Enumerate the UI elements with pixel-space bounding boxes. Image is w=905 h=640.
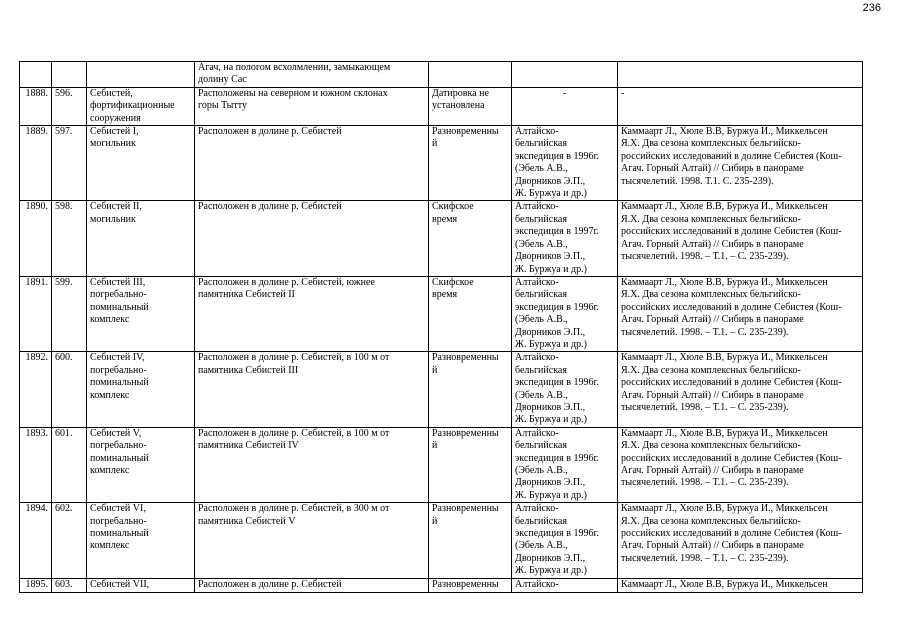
cell-researchers <box>512 427 618 502</box>
cell-id: 1892. <box>20 352 52 427</box>
cell-id: 1890. <box>20 201 52 276</box>
cell-location-line: Расположен в долине р. Себистей, в 100 м от <box>198 427 390 439</box>
cell-researchers-line: Ж. Буржуа и др.) <box>515 188 587 200</box>
table-row <box>20 276 863 351</box>
cell-researchers-line: бельгийская <box>515 440 567 452</box>
table-row <box>20 352 863 427</box>
table-row <box>20 87 863 125</box>
cell-name-line: комплекс <box>90 540 130 552</box>
cell-id: 1895. <box>20 578 52 592</box>
cell-literature-line: российских исследований в долине Себистея (Кош- <box>621 226 842 238</box>
cell-name-line: сооружения <box>90 112 141 124</box>
cell-literature <box>618 503 863 578</box>
cell-period-line: установлена <box>432 100 485 112</box>
table-row <box>20 578 863 592</box>
cell-period <box>429 352 512 427</box>
cell-researchers <box>512 201 618 276</box>
cell-location <box>195 427 429 502</box>
cell-name-line: Себистей II, <box>90 201 142 213</box>
cell-period-line: й <box>432 440 438 452</box>
cell-name-line: комплекс <box>90 465 130 476</box>
cell-name <box>87 352 195 427</box>
cell-literature-line: тысячелетий. 1998. – Т.1. – С. 235-239). <box>621 251 789 263</box>
cell-researchers-line: Алтайско- <box>515 578 559 590</box>
cell-id: 1893. <box>20 427 52 502</box>
cell-location <box>195 276 429 351</box>
cell-researchers-line: экспедиция в 1996г. <box>515 452 599 464</box>
monuments-table <box>19 61 863 593</box>
cell-researchers-line: Алтайско- <box>515 427 559 439</box>
cell-period <box>429 87 512 125</box>
cell-location <box>195 87 429 125</box>
cell-local-id: 601. <box>52 427 87 502</box>
cell-researchers-line: (Эбель А.В., <box>515 389 568 401</box>
cell-literature <box>618 578 863 592</box>
table-row <box>20 427 863 502</box>
cell-name <box>87 87 195 125</box>
cell-period-line: время <box>432 213 458 225</box>
cell-location-line: Агач, на пологом всхолмлении, замыкающем <box>198 62 391 73</box>
cell-location-line: Расположен в долине р. Себистей <box>198 201 342 213</box>
cell-researchers-line: (Эбель А.В., <box>515 163 568 175</box>
cell-name <box>87 201 195 276</box>
cell-researchers-line: Дворников Э.П., <box>515 326 586 338</box>
cell-location-line: памятника Себистей III <box>198 364 299 376</box>
cell-literature-line: Каммаарт Л., Хюле В.В, Буржуа И., Миккельсен <box>621 503 828 515</box>
cell-literature <box>618 427 863 502</box>
cell-name-line: могильник <box>90 213 136 225</box>
cell-period-line: й <box>432 515 438 527</box>
cell-local-id <box>52 62 87 88</box>
cell-researchers-line: экспедиция в 1996г. <box>515 150 599 162</box>
cell-location-line: памятника Себистей V <box>198 515 296 527</box>
cell-id <box>20 62 52 88</box>
cell-researchers-line: бельгийская <box>515 138 567 150</box>
cell-researchers-line: (Эбель А.В., <box>515 314 568 326</box>
cell-id: 1889. <box>20 126 52 201</box>
cell-literature-line: российских исследований в долине Себистея (Кош- <box>621 528 842 540</box>
cell-literature-line: Агач. Горный Алтай) // Сибирь в панораме <box>621 540 804 552</box>
cell-researchers-line: Ж. Буржуа и др.) <box>515 565 587 577</box>
cell-researchers <box>512 276 618 351</box>
cell-literature-line: Агач. Горный Алтай) // Сибирь в панораме <box>621 238 804 250</box>
cell-researchers-line: бельгийская <box>515 364 567 376</box>
cell-researchers-line: Ж. Буржуа и др.) <box>515 338 587 350</box>
cell-local-id: 598. <box>52 201 87 276</box>
cell-location <box>195 201 429 276</box>
cell-period <box>429 276 512 351</box>
cell-name-line: Себистей VII, <box>90 578 150 590</box>
cell-literature-line: тысячелетий. 1998. – Т.1. – С. 235-239). <box>621 326 789 338</box>
cell-name-line: погребально- <box>90 515 147 527</box>
cell-location-line: Расположен в долине р. Себистей <box>198 126 342 138</box>
cell-local-id: 603. <box>52 578 87 592</box>
cell-period-line: Разновременны <box>432 352 499 364</box>
cell-researchers-line: Алтайско- <box>515 201 559 213</box>
page-number: 236 <box>862 2 881 14</box>
cell-literature <box>618 62 863 88</box>
cell-period-line: Разновременны <box>432 126 499 138</box>
cell-literature-line: тысячелетий. 1998. Т.1. С. 235-239). <box>621 175 774 187</box>
cell-period-line: й <box>432 364 438 376</box>
cell-researchers-line: Ж. Буржуа и др.) <box>515 489 587 501</box>
cell-researchers-line: экспедиция в 1996г. <box>515 377 599 389</box>
cell-name-line: комплекс <box>90 389 130 401</box>
cell-period-line: Скифское <box>432 201 474 213</box>
cell-literature-line: Каммаарт Л., Хюле В.В, Буржуа И., Миккельсен <box>621 578 828 590</box>
cell-literature <box>618 201 863 276</box>
cell-researchers-line: бельгийская <box>515 213 567 225</box>
cell-researchers-line: экспедиция в 1997г. <box>515 226 599 238</box>
cell-literature-line: Я.Х. Два сезона комплексных бельгийско- <box>621 364 801 376</box>
cell-researchers-line: Дворников Э.П., <box>515 251 586 263</box>
cell-literature-line: российских исследований в долине Себистея (Кош- <box>621 377 842 389</box>
cell-literature <box>618 87 863 125</box>
cell-period-line: й <box>432 138 438 150</box>
cell-name <box>87 276 195 351</box>
cell-literature-line: тысячелетий. 1998. – Т.1. – С. 235-239). <box>621 401 789 413</box>
cell-location <box>195 578 429 592</box>
cell-local-id: 597. <box>52 126 87 201</box>
cell-local-id: 596. <box>52 87 87 125</box>
table-row <box>20 201 863 276</box>
cell-location-line: Расположен в долине р. Себистей, в 100 м от <box>198 352 390 364</box>
cell-period-line: Разновременны <box>432 578 499 590</box>
cell-researchers-line: Алтайско- <box>515 126 559 138</box>
cell-name-line: поминальный <box>90 528 149 540</box>
cell-researchers-line: - <box>562 87 567 99</box>
cell-location-line: горы Тытту <box>198 100 248 112</box>
cell-name-line: погребально- <box>90 440 147 452</box>
cell-period-line: Скифское <box>432 276 474 288</box>
cell-researchers-line: Дворников Э.П., <box>515 477 586 489</box>
cell-location <box>195 126 429 201</box>
cell-name <box>87 126 195 201</box>
cell-name-line: Себистей, <box>90 87 133 99</box>
cell-literature-line: Каммаарт Л., Хюле В.В, Буржуа И., Миккельсен <box>621 201 828 213</box>
cell-name <box>87 427 195 502</box>
cell-period-line: Разновременны <box>432 427 499 439</box>
cell-literature-line: - <box>621 87 625 99</box>
cell-period <box>429 427 512 502</box>
cell-period <box>429 503 512 578</box>
cell-location-line: Расположен в долине р. Себистей, южнее <box>198 276 375 288</box>
cell-researchers <box>512 87 618 125</box>
cell-researchers-line: Дворников Э.П., <box>515 401 586 413</box>
cell-researchers <box>512 352 618 427</box>
cell-literature-line: Агач. Горный Алтай) // Сибирь в панораме <box>621 314 804 326</box>
cell-literature-line: Каммаарт Л., Хюле В.В, Буржуа И., Миккельсен <box>621 126 828 138</box>
cell-name-line: погребально- <box>90 364 147 376</box>
cell-name-line: Себистей IV, <box>90 352 145 364</box>
cell-id: 1888. <box>20 87 52 125</box>
cell-name-line: Себистей VI, <box>90 503 146 515</box>
cell-location <box>195 503 429 578</box>
table-row-continuation <box>20 62 863 88</box>
cell-local-id: 599. <box>52 276 87 351</box>
cell-literature-line: Агач. Горный Алтай) // Сибирь в панораме <box>621 389 804 401</box>
cell-researchers-line: (Эбель А.В., <box>515 238 568 250</box>
cell-literature <box>618 352 863 427</box>
cell-id: 1891. <box>20 276 52 351</box>
cell-literature-line: Я.Х. Два сезона комплексных бельгийско- <box>621 289 801 301</box>
cell-researchers-line: Дворников Э.П., <box>515 552 586 564</box>
cell-location-line: памятника Себистей II <box>198 289 295 301</box>
cell-name-line: поминальный <box>90 452 149 464</box>
cell-name-line: погребально- <box>90 289 147 301</box>
cell-researchers <box>512 62 618 88</box>
cell-name-line: могильник <box>90 138 136 150</box>
cell-name-line: поминальный <box>90 377 149 389</box>
cell-name-line: фортификационные <box>90 100 175 112</box>
cell-researchers-line: Алтайско- <box>515 503 559 515</box>
cell-literature-line: российских исследований в долине Себистея (Кош- <box>621 150 842 162</box>
cell-literature <box>618 126 863 201</box>
cell-literature-line: российских исследований в долине Себистея (Кош- <box>621 301 842 313</box>
cell-literature-line: Каммаарт Л., Хюле В.В, Буржуа И., Миккельсен <box>621 276 828 288</box>
cell-name-line: Себистей III, <box>90 276 146 288</box>
cell-literature-line: Каммаарт Л., Хюле В.В, Буржуа И., Миккельсен <box>621 352 828 364</box>
cell-literature-line: Я.Х. Два сезона комплексных бельгийско- <box>621 515 801 527</box>
cell-researchers-line: бельгийская <box>515 289 567 301</box>
cell-local-id: 600. <box>52 352 87 427</box>
cell-researchers-line: (Эбель А.В., <box>515 540 568 552</box>
cell-period <box>429 62 512 88</box>
cell-literature-line: Я.Х. Два сезона комплексных бельгийско- <box>621 440 801 452</box>
cell-name-line: комплекс <box>90 314 130 326</box>
table-row <box>20 126 863 201</box>
cell-period-line: Датировка не <box>432 87 489 99</box>
cell-literature-line: российских исследований в долине Себистея (Кош- <box>621 452 842 464</box>
cell-literature-line: Я.Х. Два сезона комплексных бельгийско- <box>621 213 801 225</box>
cell-researchers-line: экспедиция в 1996г. <box>515 528 599 540</box>
cell-researchers-line: (Эбель А.В., <box>515 465 568 476</box>
cell-id: 1894. <box>20 503 52 578</box>
cell-literature-line: Агач. Горный Алтай) // Сибирь в панораме <box>621 163 804 175</box>
cell-literature-line: Агач. Горный Алтай) // Сибирь в панораме <box>621 465 804 476</box>
cell-researchers-line: экспедиция в 1996г. <box>515 301 599 313</box>
cell-researchers-line: Дворников Э.П., <box>515 175 586 187</box>
cell-literature <box>618 276 863 351</box>
cell-literature-line: Каммаарт Л., Хюле В.В, Буржуа И., Миккельсен <box>621 427 828 439</box>
cell-period-line: время <box>432 289 458 301</box>
cell-researchers <box>512 503 618 578</box>
cell-location-line: долину Сас <box>198 74 247 86</box>
cell-period <box>429 578 512 592</box>
cell-researchers-line: Ж. Буржуа и др.) <box>515 263 587 275</box>
cell-location-line: Расположены на северном и южном склонах <box>198 87 388 99</box>
cell-location-line: Расположен в долине р. Себистей <box>198 578 342 590</box>
cell-researchers-line: бельгийская <box>515 515 567 527</box>
cell-name <box>87 503 195 578</box>
cell-researchers-line: Алтайско- <box>515 352 559 364</box>
cell-period <box>429 126 512 201</box>
cell-location <box>195 62 429 88</box>
cell-researchers <box>512 578 618 592</box>
table-body <box>20 62 863 593</box>
cell-literature-line: тысячелетий. 1998. – Т.1. – С. 235-239). <box>621 552 789 564</box>
cell-name-line: Себистей V, <box>90 427 142 439</box>
cell-name <box>87 578 195 592</box>
cell-researchers <box>512 126 618 201</box>
cell-name-line: поминальный <box>90 301 149 313</box>
table-row <box>20 503 863 578</box>
cell-literature-line: тысячелетий. 1998. – Т.1. – С. 235-239). <box>621 477 789 489</box>
cell-period <box>429 201 512 276</box>
cell-location <box>195 352 429 427</box>
cell-name-line: Себистей I, <box>90 126 139 138</box>
cell-researchers-line: Алтайско- <box>515 276 559 288</box>
cell-location-line: памятника Себистей IV <box>198 440 299 452</box>
cell-literature-line: Я.Х. Два сезона комплексных бельгийско- <box>621 138 801 150</box>
cell-name <box>87 62 195 88</box>
cell-period-line: Разновременны <box>432 503 499 515</box>
cell-location-line: Расположен в долине р. Себистей, в 300 м от <box>198 503 390 515</box>
cell-researchers-line: Ж. Буржуа и др.) <box>515 414 587 426</box>
cell-local-id: 602. <box>52 503 87 578</box>
